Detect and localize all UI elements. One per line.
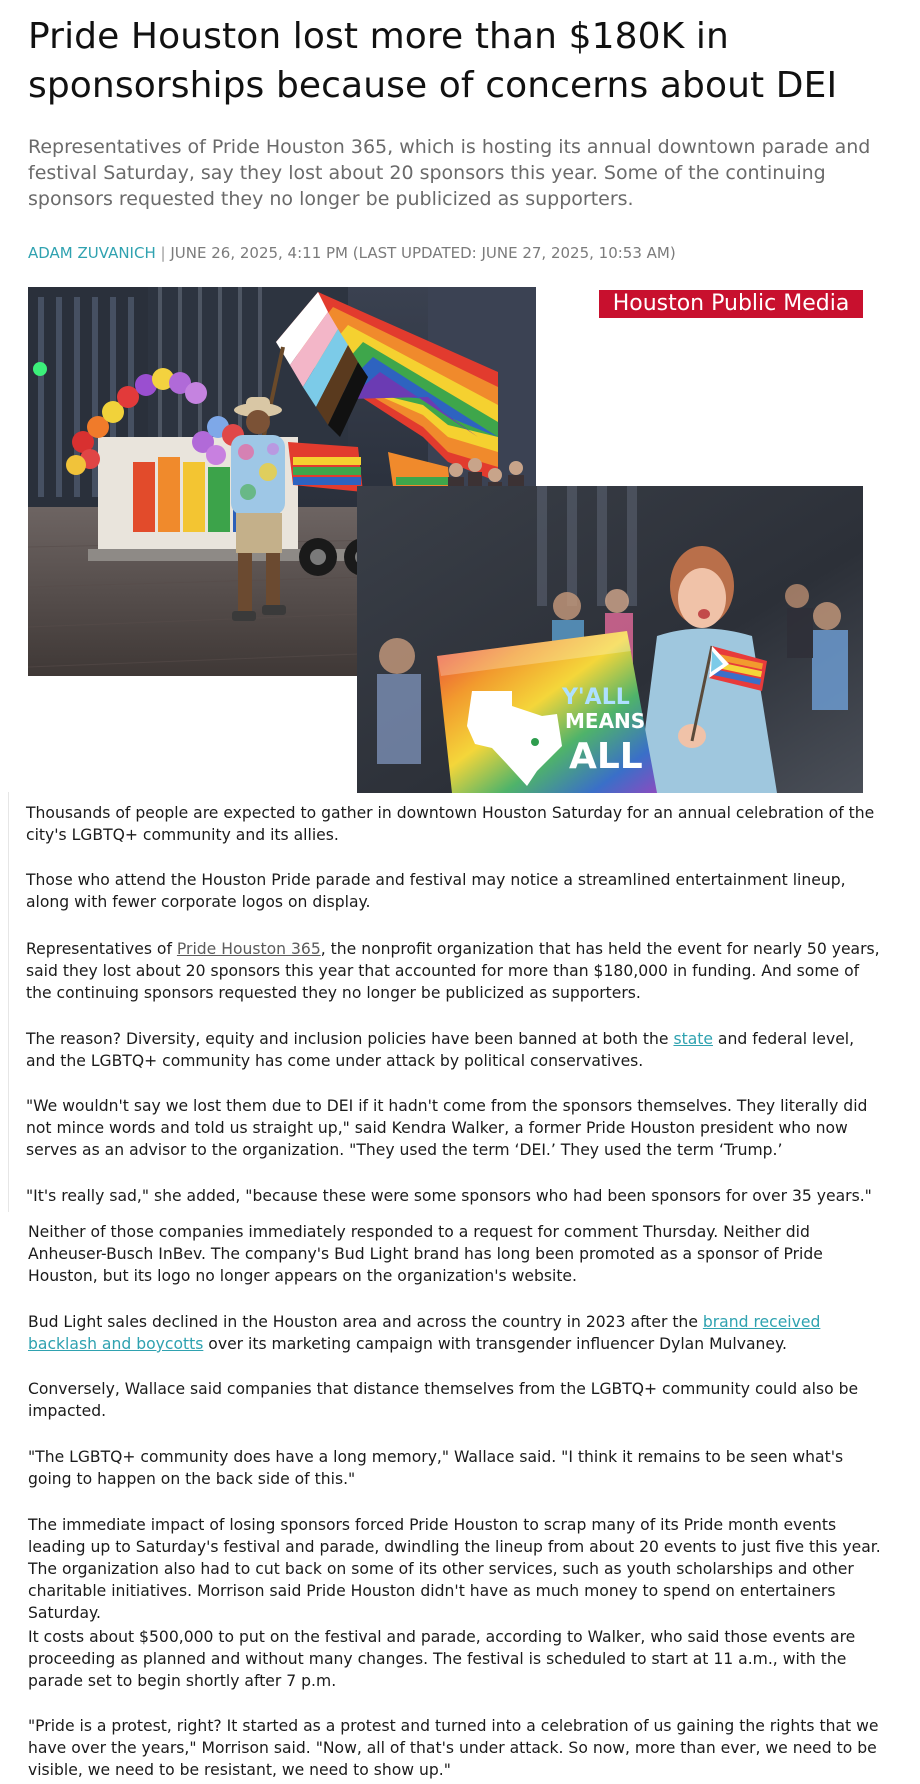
pride-parade-photo-yall-means-all-sign-image [357, 486, 863, 793]
column-divider [8, 792, 9, 1212]
sign-text-yall: Y'ALL [562, 685, 630, 710]
article-paragraph: Those who attend the Houston Pride parade and festival may notice a streamlined entertainment lineup, along with fewer corporate logos on display. [26, 871, 846, 911]
article-headline: Pride Houston lost more than $180K in sponsorships because of concerns about DEI [28, 16, 838, 106]
byline-separator: | [160, 244, 166, 262]
article-paragraph: Bud Light sales declined in the Houston area and across the country in 2023 after the brand received backlash and boycotts over its marketing campaign with transgender influencer Dylan Mulvaney. [28, 1313, 821, 1353]
article-paragraph: Conversely, Wallace said companies that distance themselves from the LGBTQ+ community could also be impacted. [28, 1380, 859, 1420]
article-paragraph: Neither of those companies immediately responded to a request for comment Thursday. Neither did Anheuser-Busch InBev. The company's Bud Light brand has long been promoted as a sponsor of Pride Houston, but its logo no longer appears on the organization's website. [28, 1223, 823, 1285]
article-paragraph: The immediate impact of losing sponsors forced Pride Houston to scrap many of its Pride month events leading up to Saturday's festival and parade, dwindling the lineup from about 20 events to just five this year. The organization also had to cut back on some of its other services, such as youth scholarships and other charitable initiatives. Morrison said Pride Houston didn't have as much money to spend on entertainers Saturday. [28, 1516, 881, 1622]
article-paragraph: "Pride is a protest, right? It started as a protest and turned into a celebration of us gaining the rights that we have over the years," Morrison said. "Now, all of that's under attack. So now, more than ever, we need to be visible, we need to be resistant, we need to show up." [28, 1717, 879, 1779]
brand-backlash-boycotts-link[interactable]: brand received backlash and boycotts [28, 1313, 821, 1353]
article-paragraph: It costs about $500,000 to put on the festival and parade, according to Walker, who said those events are proceeding as planned and without many changes. The festival is scheduled to start at 11 a.m., with the parade set to begin shortly after 7 p.m. [28, 1628, 856, 1690]
sign-text-means: MEANS [565, 709, 646, 733]
pride-parade-photo-yall-means-all-sign [357, 486, 863, 793]
article-paragraph: The reason? Diversity, equity and inclusion policies have been banned at both the state and federal level, and the LGBTQ+ community has come under attack by political conservatives. [26, 1030, 855, 1070]
byline-author-link[interactable]: ADAM ZUVANICH [28, 244, 156, 262]
houston-public-media-logo: Houston Public Media [599, 290, 863, 318]
article-paragraph: "The LGBTQ+ community does have a long memory," Wallace said. "I think it remains to be seen what's going to happen on the back side of this." [28, 1448, 844, 1488]
article-paragraph: "It's really sad," she added, "because these were some sponsors who had been sponsors for over 35 years." [26, 1187, 872, 1205]
article-paragraph: "We wouldn't say we lost them due to DEI if it hadn't come from the sponsors themselves. They literally did not mince words and told us straight up," said Kendra Walker, a former Pride Houston president who now serves as an advisor to the organization. "They used the term ‘DEI.’ They used the term ‘Trump.’ [26, 1097, 868, 1159]
byline-dateline: JUNE 26, 2025, 4:11 PM (LAST UPDATED: JUNE 27, 2025, 10:53 AM) [170, 244, 676, 262]
pride-houston-365-link[interactable]: Pride Houston 365 [176, 940, 321, 958]
byline [28, 243, 676, 263]
article-paragraph: Representatives of Pride Houston 365, the nonprofit organization that has held the event for nearly 50 years, said they lost about 20 sponsors this year that accounted for more than $180,000 in funding. And some of the continuing sponsors requested they no longer be publicized as supporters. [26, 940, 880, 1002]
state-link[interactable]: state [673, 1030, 713, 1048]
sign-text-all: ALL [569, 736, 643, 777]
article-dek: Representatives of Pride Houston 365, which is hosting its annual downtown parade and festival Saturday, say they lost about 20 sponsors this year. Some of the continuing sponsors requested they no longer be publicized as supporters. [28, 136, 871, 210]
photo-collage [0, 0, 920, 800]
article-paragraph: Thousands of people are expected to gather in downtown Houston Saturday for an annual celebration of the city's LGBTQ+ community and its allies. [26, 804, 875, 844]
